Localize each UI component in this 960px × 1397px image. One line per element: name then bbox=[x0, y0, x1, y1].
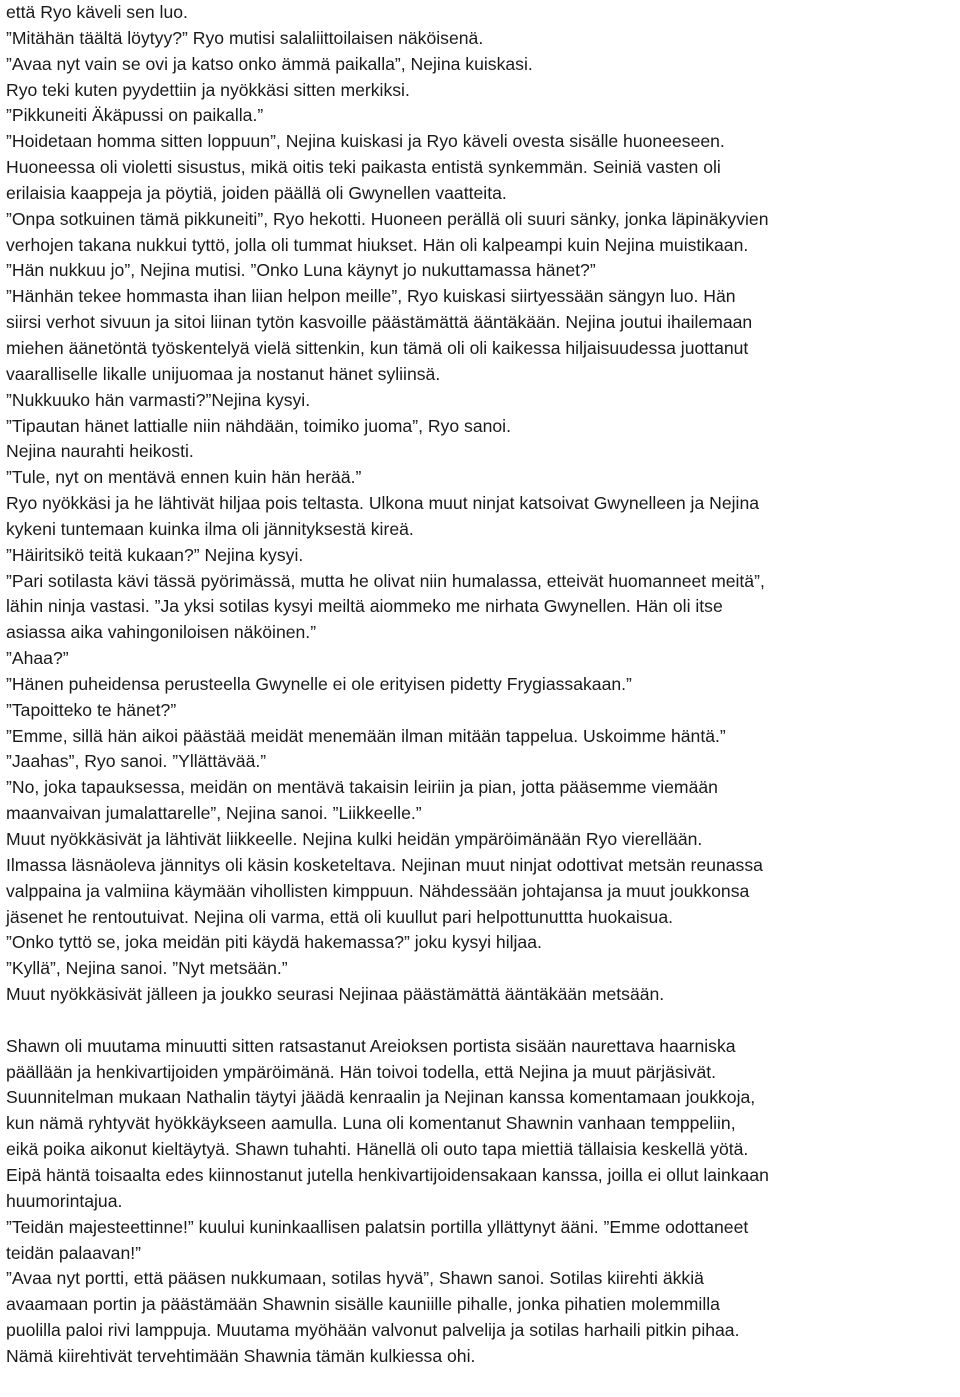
text-line: siirsi verhot sivuun ja sitoi liinan tytön kasvoille päästämättä ääntäkään. Nejina joutui ihailemaan bbox=[6, 312, 753, 333]
text-line: asiassa aika vahingoniloisen näköinen.” bbox=[6, 622, 317, 643]
text-line: Ryo teki kuten pyydettiin ja nyökkäsi sitten merkiksi. bbox=[6, 79, 410, 100]
text-line: lähin ninja vastasi. ”Ja yksi sotilas kysyi meiltä aiommeko me nirhata Gwynellen. Hän oli itse bbox=[6, 596, 723, 617]
text-line: ”Emme, sillä hän aikoi päästää meidät menemään ilman mitään tappelua. Uskoimme häntä.” bbox=[6, 725, 726, 746]
text-line: Muut nyökkäsivät ja lähtivät liikkeelle. Nejina kulki heidän ympäröimänään Ryo vierellään. bbox=[6, 829, 703, 849]
text-line: miehen äänetöntä työskentelyä vielä sittenkin, kun tämä oli oli kaikessa hiljaisuudessa juottanut bbox=[6, 337, 749, 358]
document-page bbox=[6, 0, 960, 1370]
text-line: Eipä häntä toisaalta edes kiinnostanut jutella henkivartijoidensakaan kanssa, joilla ei ollut lainkaan bbox=[6, 1164, 769, 1185]
text-line: ”Avaa nyt vain se ovi ja katso onko ämmä paikalla”, Nejina kuiskasi. bbox=[6, 53, 533, 74]
text-line: ”Tapoitteko te hänet?” bbox=[6, 699, 177, 720]
text-line: jäsenet he rentoutuivat. Nejina oli varma, että oli kuullut pari helpottunuttta huokaisua. bbox=[6, 906, 674, 927]
text-line: ”Ahaa?” bbox=[6, 648, 69, 669]
text-line: puolilla paloi rivi lamppuja. Muutama myöhään valvonut palvelija ja sotilas harhaili pitkin pihaa. bbox=[6, 1320, 740, 1341]
text-line: erilaisia kaappeja ja pöytiä, joiden päällä oli Gwynellen vaatteita. bbox=[6, 182, 507, 203]
paragraph-break bbox=[6, 1008, 960, 1034]
text-line: avaamaan portin ja päästämään Shawnin sisälle kauniille pihalle, jonka pihatien molemmilla bbox=[6, 1294, 720, 1315]
text-line: ”Tule, nyt on mentävä ennen kuin hän herää.” bbox=[6, 467, 362, 488]
text-line: Suunnitelman mukaan Nathalin täytyi jäädä kenraalin ja Nejinan kanssa komentamaan joukkoja, bbox=[6, 1087, 756, 1108]
text-line: valppaina ja valmiina käymään vihollisten kimppuun. Nähdessään johtajansa ja muut joukkonsa bbox=[6, 880, 750, 901]
text-line: teidän palaavan!” bbox=[6, 1242, 141, 1263]
text-line: ”Onpa sotkuinen tämä pikkuneiti”, Ryo hekotti. Huoneen perällä oli suuri sänky, jonka läpinäkyvien bbox=[6, 208, 769, 229]
text-line: verhojen takana nukkui tyttö, jolla oli tummat hiukset. Hän oli kalpeampi kuin Nejina muistikaan. bbox=[6, 234, 749, 255]
text-line: ”Pari sotilasta kävi tässä pyörimässä, mutta he olivat niin humalassa, etteivät huomanneet meitä”, bbox=[6, 570, 765, 591]
text-line: ”Tipautan hänet lattialle niin nähdään, toimiko juoma”, Ryo sanoi. bbox=[6, 415, 511, 436]
text-line: Nejina naurahti heikosti. bbox=[6, 441, 194, 462]
text-line: ”Jaahas”, Ryo sanoi. ”Yllättävää.” bbox=[6, 751, 267, 772]
text-line: Nämä kiirehtivät tervehtimään Shawnia tämän kulkiessa ohi. bbox=[6, 1345, 476, 1366]
text-line: ”Kyllä”, Nejina sanoi. ”Nyt metsään.” bbox=[6, 958, 288, 979]
text-line: kykeni tuntemaan kuinka ilma oli jännityksestä kireä. bbox=[6, 518, 414, 539]
text-line: eikä poika aikonut kieltäytyä. Shawn tuhahti. Hänellä oli outo tapa miettiä tällaisia keskellä yötä. bbox=[6, 1139, 749, 1160]
text-line: kun nämä ryhtyvät hyökkäykseen aamulla. Luna oli komentanut Shawnin vanhaan temppeliin, bbox=[6, 1113, 736, 1134]
text-line: maanvaivan jumalattarelle”, Nejina sanoi. ”Liikkeelle.” bbox=[6, 803, 422, 824]
text-line: ”Avaa nyt portti, että pääsen nukkumaan, sotilas hyvä”, Shawn sanoi. Sotilas kiirehti äkkiä bbox=[6, 1268, 704, 1289]
text-line: vaaralliselle likalle unijuomaa ja nostanut hänet syliinsä. bbox=[6, 363, 441, 384]
text-line: ”Teidän majesteettinne!” kuului kuninkaallisen palatsin portilla yllättynyt ääni. ”Emme odottaneet bbox=[6, 1216, 749, 1237]
text-line: päällään ja henkivartijoiden ympäröimänä. Hän toivoi todella, että Nejina ja muut pärjäsivät. bbox=[6, 1061, 717, 1082]
text-line: ”Hänen puheidensa perusteella Gwynelle ei ole erityisen pidetty Frygiassakaan.” bbox=[6, 673, 632, 694]
text-line: ”Häiritsikö teitä kukaan?” Nejina kysyi. bbox=[6, 544, 304, 565]
text-line: ”No, joka tapauksessa, meidän on mentävä takaisin leiriin ja pian, jotta pääsemme viemään bbox=[6, 777, 718, 798]
text-line: ”Nukkuuko hän varmasti?”Nejina kysyi. bbox=[6, 389, 311, 410]
text-line: että Ryo käveli sen luo. bbox=[6, 2, 188, 22]
text-line: Huoneessa oli violetti sisustus, mikä oitis teki paikasta entistä synkemmän. Seiniä vasten oli bbox=[6, 157, 721, 178]
text-line: ”Pikkuneiti Äkäpussi on paikalla.” bbox=[6, 105, 264, 126]
text-line: Muut nyökkäsivät jälleen ja joukko seurasi Nejinaa päästämättä ääntäkään metsään. bbox=[6, 984, 665, 1005]
text-line: huumorintajua. bbox=[6, 1190, 123, 1211]
text-line: ”Hänhän tekee hommasta ihan liian helpon meille”, Ryo kuiskasi siirtyessään sängyn luo. Hän bbox=[6, 286, 736, 307]
text-line: Shawn oli muutama minuutti sitten ratsastanut Areioksen portista sisään naurettava haarniska bbox=[6, 1035, 736, 1056]
text-line: ”Mitähän täältä löytyy?” Ryo mutisi salaliittoilaisen näköisenä. bbox=[6, 27, 484, 48]
text-line: ”Hoidetaan homma sitten loppuun”, Nejina kuiskasi ja Ryo käveli ovesta sisälle huoneeseen. bbox=[6, 131, 725, 152]
text-line: ”Onko tyttö se, joka meidän piti käydä hakemassa?” joku kysyi hiljaa. bbox=[6, 932, 542, 953]
text-line: ”Hän nukkuu jo”, Nejina mutisi. ”Onko Luna käynyt jo nukuttamassa hänet?” bbox=[6, 260, 596, 281]
text-line: Ilmassa läsnäoleva jännitys oli käsin kosketeltava. Nejinan muut ninjat odottivat metsän reunassa bbox=[6, 854, 763, 875]
text-line: Ryo nyökkäsi ja he lähtivät hiljaa pois teltasta. Ulkona muut ninjat katsoivat Gwynelleen ja Nejina bbox=[6, 493, 760, 514]
